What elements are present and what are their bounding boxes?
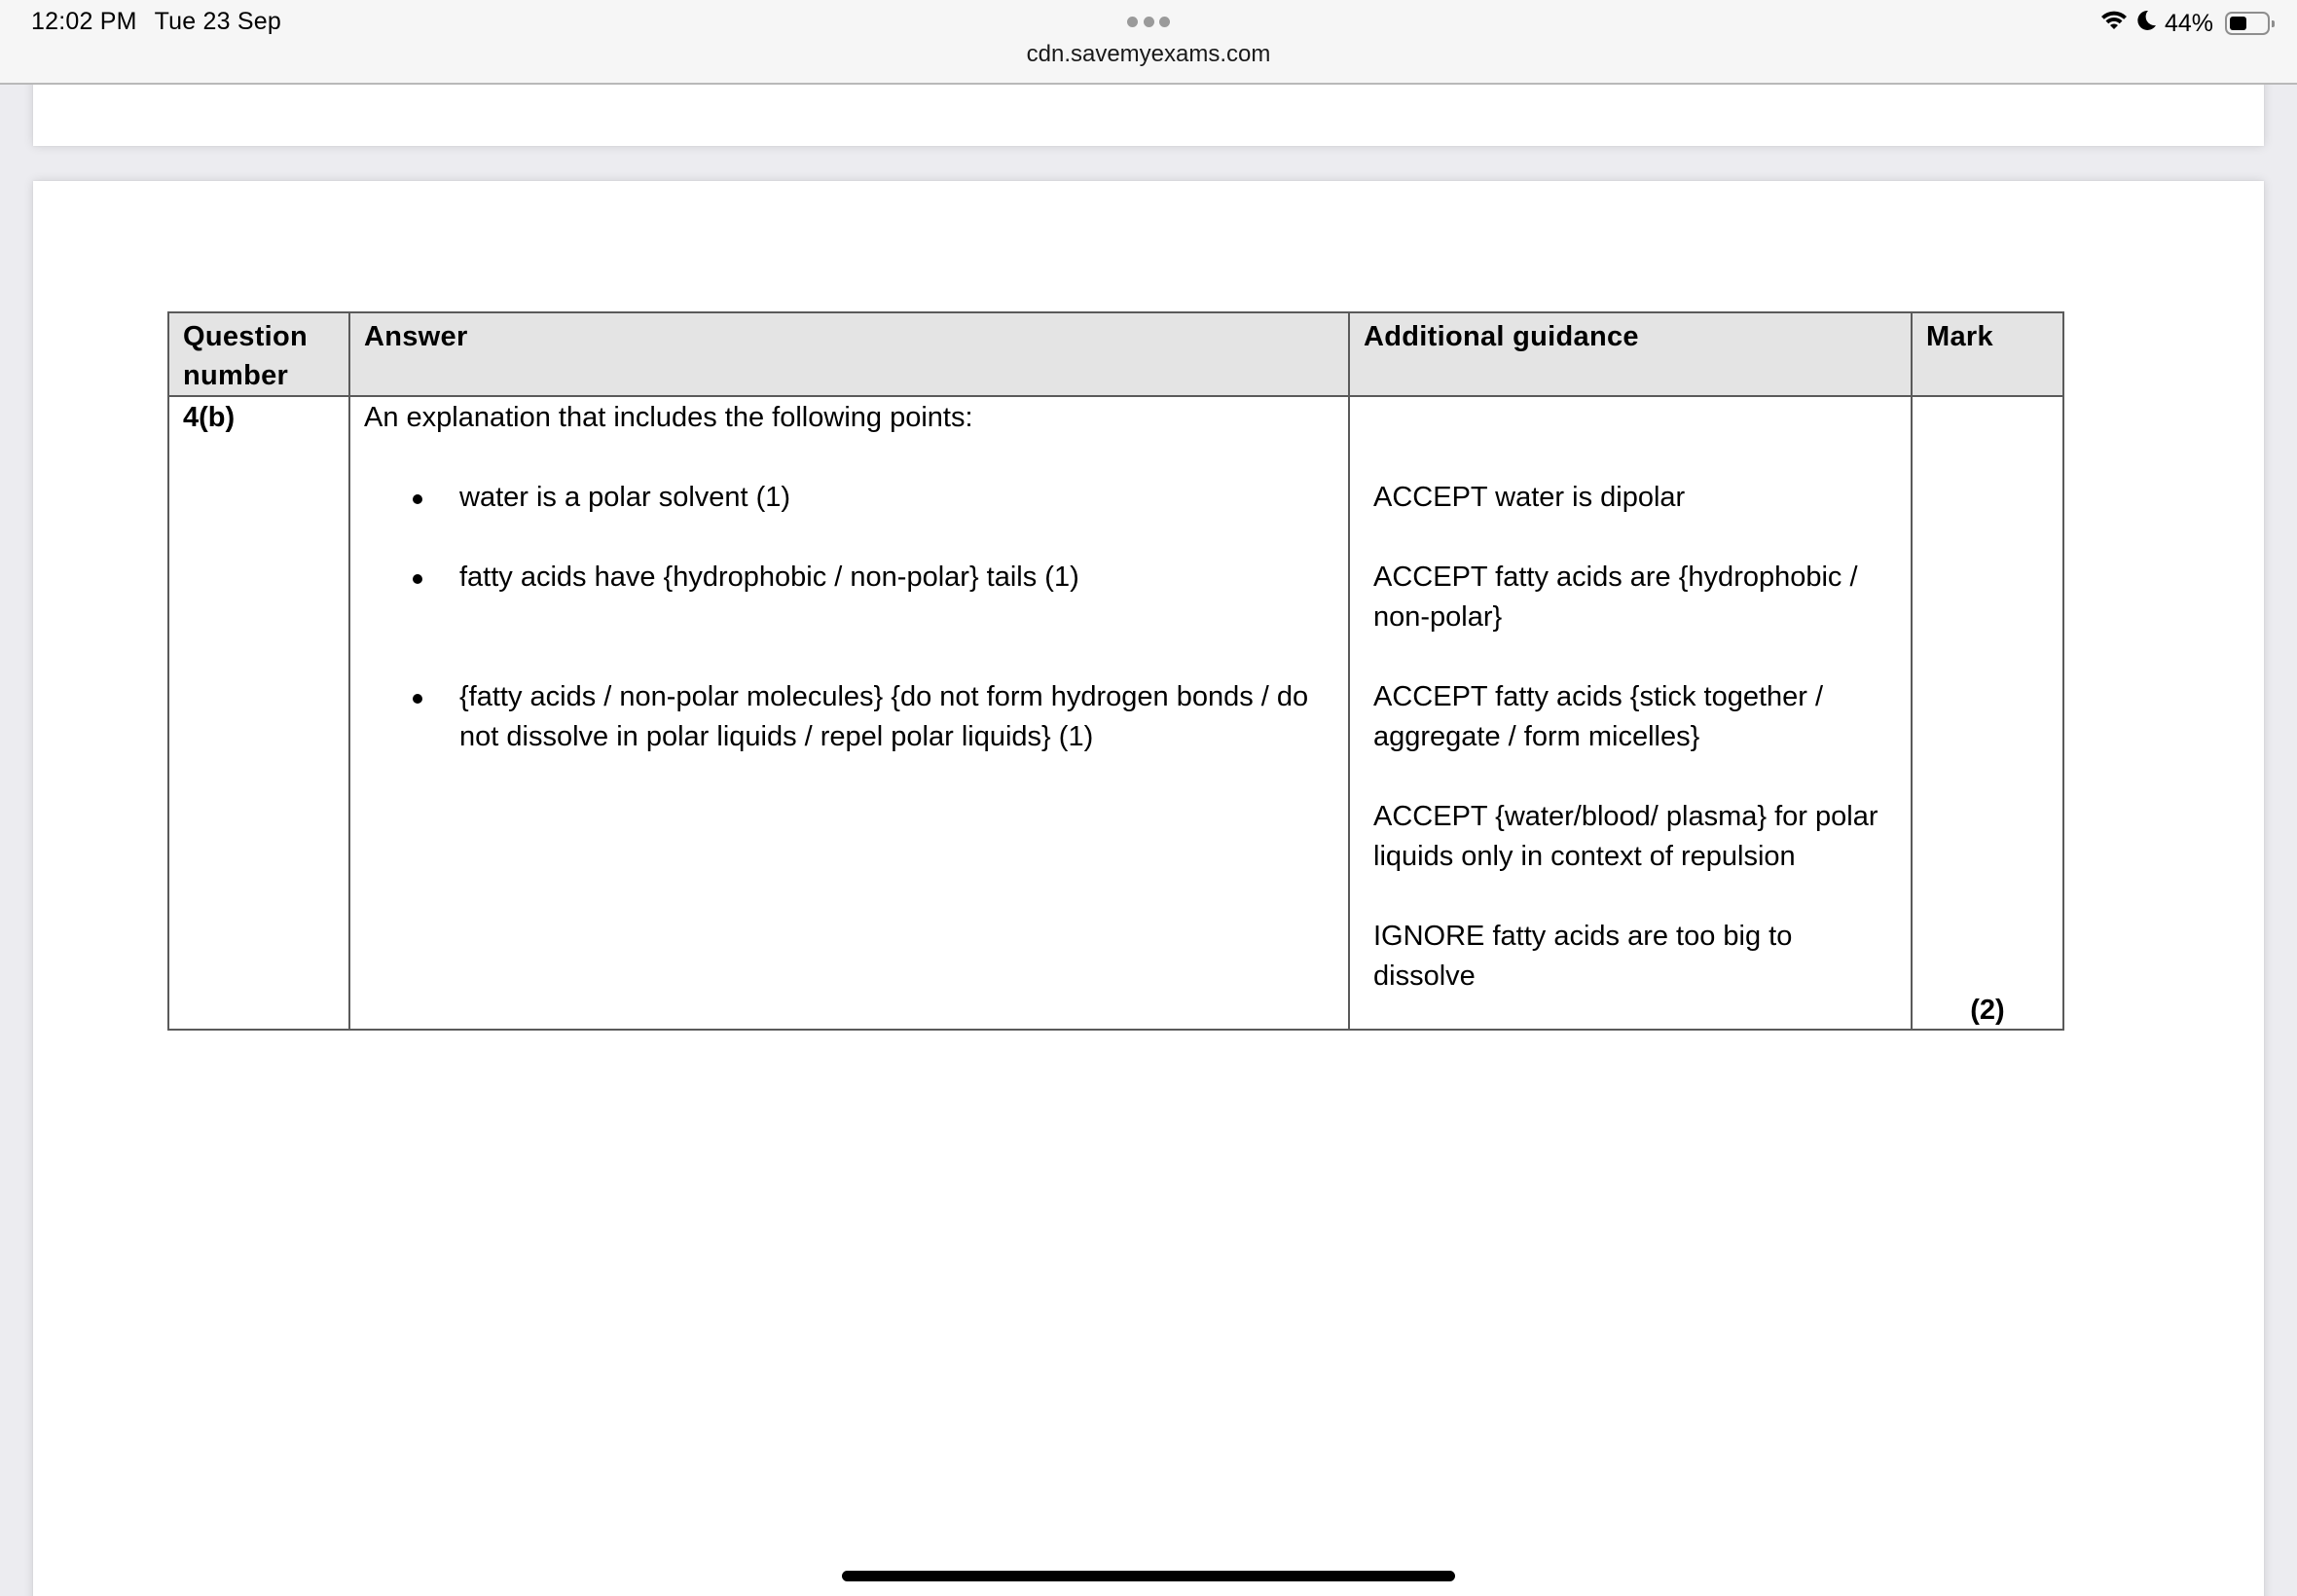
header-answer: Answer: [349, 312, 1349, 396]
header-mark: Mark: [1912, 312, 2063, 396]
question-number-cell: 4(b): [168, 396, 349, 1030]
header-additional-guidance: Additional guidance: [1349, 312, 1912, 396]
answer-point: [364, 558, 1334, 598]
guidance-item: IGNORE fatty acids are too big to dissolve: [1373, 921, 1793, 992]
bullet-icon: [413, 574, 422, 584]
bullet-icon: [413, 694, 422, 704]
bullet-icon: [413, 494, 422, 504]
address-url[interactable]: cdn.savemyexams.com: [1026, 41, 1271, 67]
status-bar: [0, 0, 2297, 85]
answer-point: [364, 478, 1334, 518]
answer-point-text: water is a polar solvent (1): [459, 482, 791, 513]
answer-points-list: [364, 478, 1334, 757]
guidance-item: ACCEPT {water/blood/ plasma} for polar liquids only in context of repulsion: [1373, 801, 1878, 872]
table-header-row: [168, 312, 2063, 396]
answer-point-text: {fatty acids / non-polar molecules} {do not form hydrogen bonds / do not dissolve in polar liquids / repel polar liquids} (1): [459, 681, 1309, 752]
status-time-date: [31, 8, 281, 36]
header-question-number: Question number: [168, 312, 349, 396]
battery-percent: 44%: [2164, 9, 2213, 37]
answer-cell: [349, 396, 1349, 1030]
status-time: 12:02 PM: [31, 8, 137, 35]
moon-icon: [2135, 9, 2157, 39]
table-row: [168, 396, 2063, 1030]
mark-cell: [1912, 396, 2063, 1030]
answer-point-text: fatty acids have {hydrophobic / non-polar} tails (1): [459, 562, 1079, 593]
guidance-item: ACCEPT fatty acids are {hydrophobic / non-polar}: [1373, 562, 1858, 633]
answer-intro: An explanation that includes the following points:: [364, 402, 973, 433]
answer-point: [364, 677, 1334, 757]
mark-value: (2): [1970, 995, 2005, 1026]
guidance-cell: [1349, 396, 1912, 1030]
mark-scheme-table: [167, 311, 2064, 1031]
wifi-icon: [2100, 10, 2128, 38]
guidance-item: ACCEPT water is dipolar: [1373, 482, 1686, 513]
status-date: Tue 23 Sep: [154, 8, 281, 35]
status-indicators: [2100, 8, 2270, 39]
more-dots-icon[interactable]: [1127, 17, 1170, 28]
home-indicator[interactable]: [842, 1571, 1455, 1581]
battery-icon: [2225, 12, 2270, 35]
guidance-item: ACCEPT fatty acids {stick together / aggregate / form micelles}: [1373, 681, 1824, 752]
